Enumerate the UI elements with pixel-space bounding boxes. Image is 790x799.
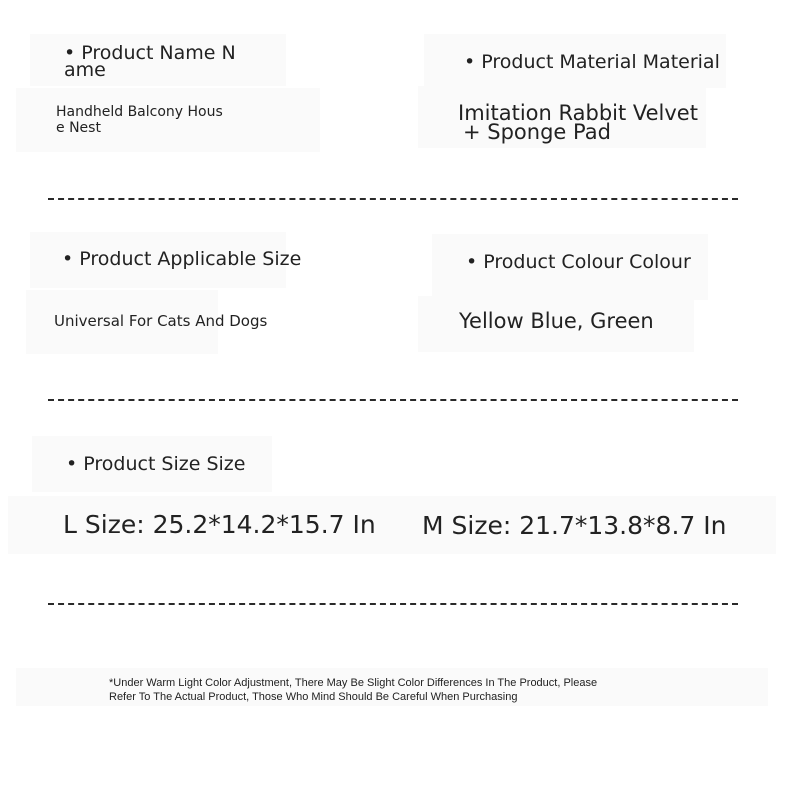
l-size-value: L Size: 25.2*14.2*15.7 In xyxy=(63,510,376,539)
name-value-line2: e Nest xyxy=(56,120,101,136)
divider-3 xyxy=(48,603,738,605)
material-value-line2: + Sponge Pad xyxy=(463,120,611,144)
name-heading-line1: • Product Name N xyxy=(64,42,236,64)
name-value-line1: Handheld Balcony Hous xyxy=(56,104,223,120)
product-size-heading: • Product Size Size xyxy=(66,453,246,475)
colour-heading: • Product Colour Colour xyxy=(466,251,691,273)
material-heading: • Product Material Material xyxy=(464,51,720,73)
material-value-line1: Imitation Rabbit Velvet xyxy=(458,101,698,125)
colour-value: Yellow Blue, Green xyxy=(459,309,654,333)
divider-1 xyxy=(48,198,738,200)
disclaimer-line2: Refer To The Actual Product, Those Who Mind Should Be Careful When Purchasing xyxy=(109,691,518,703)
divider-2 xyxy=(48,399,738,401)
disclaimer-line1: *Under Warm Light Color Adjustment, There May Be Slight Color Differences In The Product, Please xyxy=(109,677,598,689)
applicable-size-heading: • Product Applicable Size xyxy=(62,248,302,270)
applicable-size-value: Universal For Cats And Dogs xyxy=(54,312,268,330)
name-heading-line2: ame xyxy=(64,59,106,81)
m-size-value: M Size: 21.7*13.8*8.7 In xyxy=(422,511,727,540)
